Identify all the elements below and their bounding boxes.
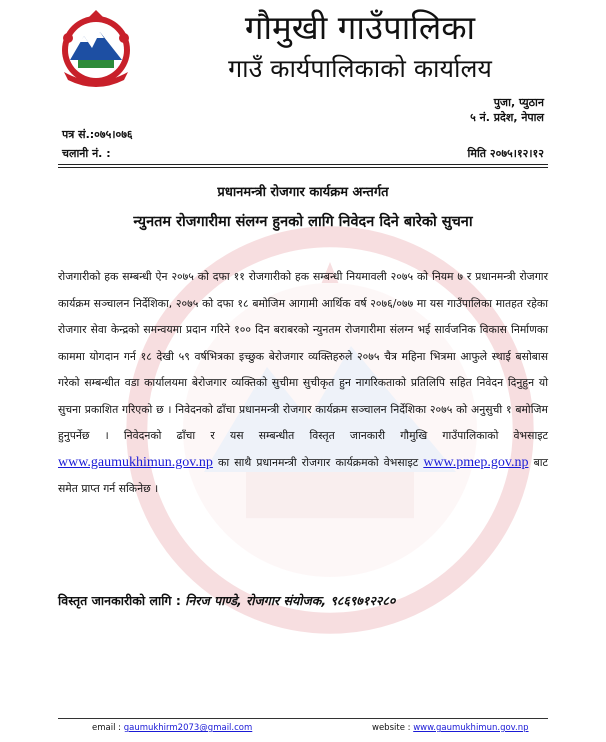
- office-subtitle: गाउँ कार्यपालिकाको कार्यालय: [228, 54, 492, 83]
- pmep-website-link[interactable]: www.pmep.gov.np: [423, 454, 529, 470]
- notice-heading-line-1: प्रधानमन्त्री रोजगार कार्यक्रम अन्तर्गत: [217, 185, 389, 200]
- footer-website-label: website :: [372, 723, 414, 733]
- contact-info: [58, 592, 548, 610]
- footer-email: [92, 722, 252, 734]
- letter-number: पत्र सं.:०७५।०७६: [62, 128, 133, 141]
- letter-date: मिति २०७५।१२।१२: [467, 147, 544, 160]
- footer-email-label: email :: [92, 723, 124, 733]
- notice-body-part-2: का साथै प्रधानमन्त्री रोजगार कार्यक्रमको वेभसाइट: [212, 455, 424, 469]
- nepal-government-emblem-icon: [54, 8, 138, 88]
- address-line-1: पुजा, प्युठान: [493, 96, 544, 109]
- footer-website-link[interactable]: www.gaumukhimun.gov.np: [413, 723, 529, 733]
- address-line-2: ५ नं. प्रदेश, नेपाल: [470, 111, 544, 124]
- footer-divider: [58, 718, 548, 719]
- footer-website: [372, 722, 529, 734]
- header-divider: [58, 164, 548, 165]
- dispatch-number: चलानी नं. :: [62, 147, 111, 160]
- contact-label: विस्तृत जानकारीको लागि :: [58, 593, 181, 608]
- municipality-title: गौमुखी गाउँपालिका: [244, 8, 476, 47]
- notice-body-part-3: बाट समेत प्राप्त गर्न सकिनेछ ।: [58, 455, 548, 495]
- header-divider-secondary: [58, 167, 548, 168]
- contact-detail: निरज पाण्डे, रोजगार संयोजक, ९८६९७१२२८०: [180, 593, 396, 608]
- notice-body-part-1: रोजगारीको हक सम्बन्धी ऐन २०७५ को दफा ११ रोजगारीको हक सम्बन्धी नियमावली २०७५ को नियम ७ र प्रधानमन्त्री रोजगार कार्यक्रम सञ्चालन निर्देशिका, २०७५ को दफा १८ बमोजिम आगामी आर्थिक वर्ष २०७६/०७७ मा यस गाउँपालिका मातहत रहेका रोजगार सेवा केन्द्रको समन्वयमा प्रदान गरिने १०० दिन बराबरको न्युनतम रोजगारीमा संलग्न भई सार्वजनिक विकास निर्माणका काममा योगदान गर्न १८ देखी ५९ वर्षभित्रका इच्छुक बेरोजगार व्यक्तिहरुले २०७५ चैत्र महिना भित्रमा आफुले स्थाई बसोबास गरेको सम्बन्धीत वडा कार्यालयमा बेरोजगार व्यक्तिको सुचीमा सुचीकृत हुन नागरिकताको प्रतिलिपि सहित निवेदन दिनुहुन यो सुचना प्रकाशित गरिएको छ । निवेदनको ढाँचा प्रधानमन्त्री रोजगार कार्यक्रम सञ्चालन निर्देशिका २०७५ को अनुसुची १ बमोजिम हुनुपर्नेछ । निवेदनको ढाँचा र यस सम्बन्धीत विस्तृत जानकारी गौमुखि गाउँपालिकाको वेभसाइट: [58, 270, 548, 442]
- notice-heading-line-2: न्युनतम रोजगारीमा संलग्न हुनको लागि निवेदन दिने बारेको सुचना: [133, 214, 473, 230]
- municipality-website-link[interactable]: www.gaumukhimun.gov.np: [58, 454, 213, 470]
- footer-email-link[interactable]: gaumukhirm2073@gmail.com: [123, 723, 253, 733]
- notice-body: [58, 264, 548, 503]
